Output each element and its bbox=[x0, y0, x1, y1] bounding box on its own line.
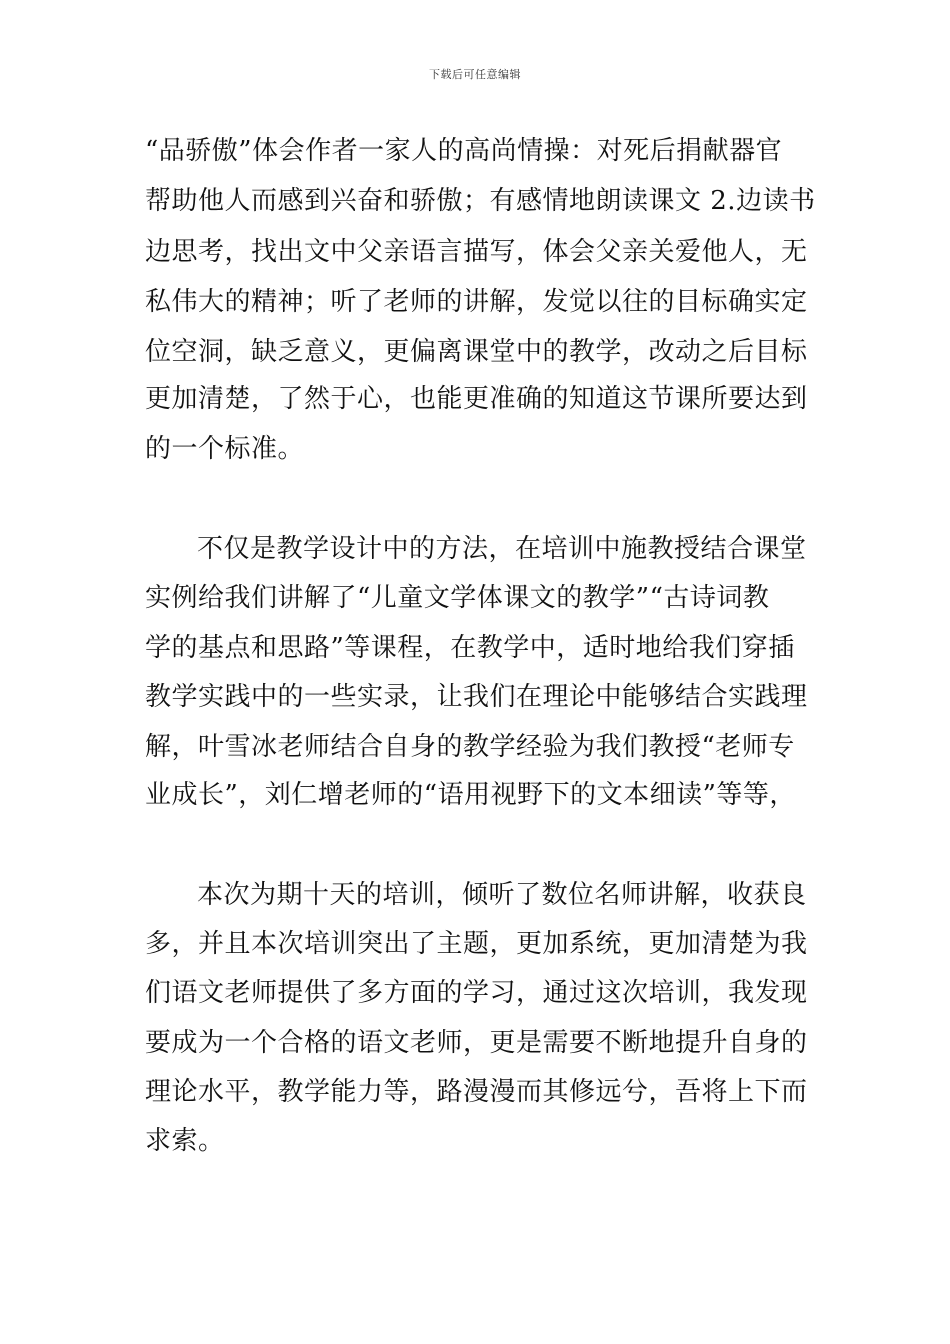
text-line: 多，并且本次培训突出了主题，更加系统，更加清楚为我 bbox=[145, 929, 808, 959]
page-header-note: 下载后可任意编辑 bbox=[429, 68, 521, 81]
text-line: 本次为期十天的培训，倾听了数位名师讲解，收获良 bbox=[197, 880, 807, 910]
text-line: 更加清楚，了然于心，也能更准确的知道这节课所要达到 bbox=[145, 384, 808, 414]
text-line: 教学实践中的一些实录，让我们在理论中能够结合实践理 bbox=[145, 682, 808, 712]
text-line: 学的基点和思路”等课程，在教学中，适时地给我们穿插 bbox=[145, 633, 795, 663]
text-line: 业成长”，刘仁增老师的“语用视野下的文本细读”等等， bbox=[145, 780, 796, 810]
text-line: 的一个标准。 bbox=[145, 434, 305, 464]
text-line: 理论水平，教学能力等，路漫漫而其修远兮，吾将上下而 bbox=[145, 1077, 808, 1107]
text-line: 不仅是教学设计中的方法，在培训中施教授结合课堂 bbox=[197, 534, 807, 564]
text-line: 们语文老师提供了多方面的学习，通过这次培训，我发现 bbox=[145, 978, 808, 1008]
text-line: 实例给我们讲解了“儿童文学体课文的教学”“古诗词教 bbox=[145, 583, 770, 613]
text-line: 解，叶雪冰老师结合自身的教学经验为我们教授“老师专 bbox=[145, 732, 795, 762]
text-line: 位空洞，缺乏意义，更偏离课堂中的教学，改动之后目标 bbox=[145, 337, 808, 367]
text-line: “品骄傲”体会作者一家人的高尚情操：对死后捐献器官 bbox=[145, 136, 783, 166]
text-line: 帮助他人而感到兴奋和骄傲；有感情地朗读课文 2.边读书 bbox=[145, 186, 816, 216]
text-line: 私伟大的精神；听了老师的讲解，发觉以往的目标确实定 bbox=[145, 287, 808, 317]
text-line: 边思考，找出文中父亲语言描写，体会父亲关爱他人，无 bbox=[145, 237, 808, 267]
text-line: 要成为一个合格的语文老师，更是需要不断地提升自身的 bbox=[145, 1028, 808, 1058]
text-line: 求索。 bbox=[145, 1126, 225, 1156]
